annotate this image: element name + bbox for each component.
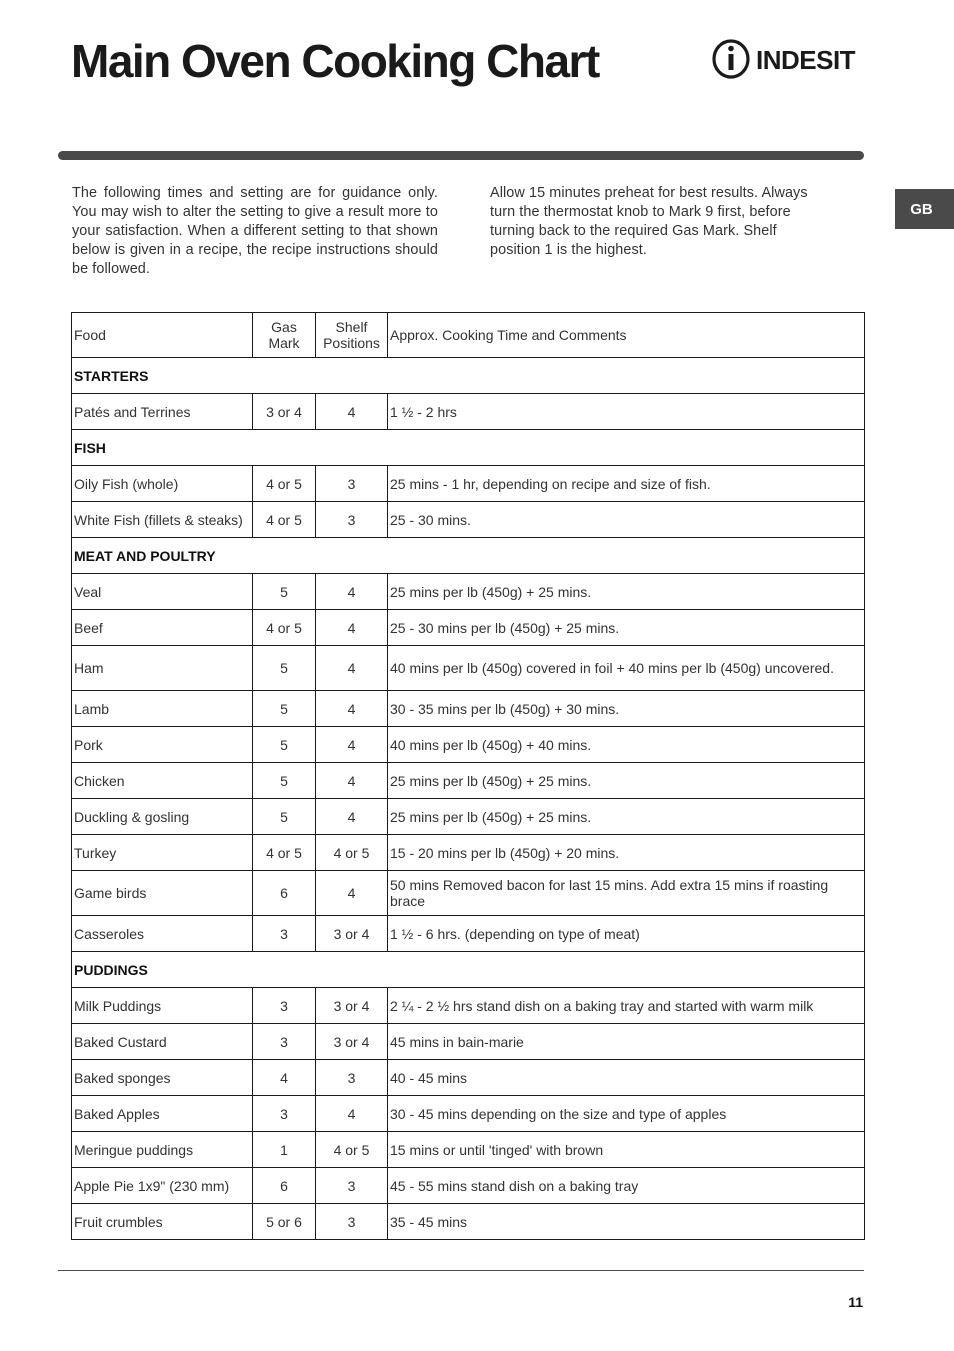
- food-cell: Casseroles: [72, 916, 253, 952]
- shelf-position-cell: 3: [316, 1204, 388, 1240]
- table-row: [72, 502, 865, 538]
- cooking-time-cell: 25 mins - 1 hr, depending on recipe and size of fish.: [388, 466, 865, 502]
- footer-rule: [58, 1270, 864, 1271]
- shelf-position-cell: 4: [316, 646, 388, 691]
- indesit-logo: [712, 38, 864, 80]
- table-row: [72, 916, 865, 952]
- cooking-time-cell: 15 mins or until 'tinged' with brown: [388, 1132, 865, 1168]
- table-row: [72, 727, 865, 763]
- cooking-time-cell: 15 - 20 mins per lb (450g) + 20 mins.: [388, 835, 865, 871]
- table-header-row: [72, 313, 865, 358]
- gas-mark-cell: 4: [253, 1060, 316, 1096]
- shelf-position-cell: 3 or 4: [316, 988, 388, 1024]
- food-cell: Patés and Terrines: [72, 394, 253, 430]
- gas-mark-cell: 4 or 5: [253, 610, 316, 646]
- shelf-position-cell: 4: [316, 574, 388, 610]
- shelf-position-cell: 4 or 5: [316, 835, 388, 871]
- gas-mark-cell: 3 or 4: [253, 394, 316, 430]
- shelf-position-cell: 4: [316, 763, 388, 799]
- food-cell: Pork: [72, 727, 253, 763]
- food-cell: Fruit crumbles: [72, 1204, 253, 1240]
- intro-preheat-text: Allow 15 minutes preheat for best results. Always turn the thermostat knob to Mark 9 first, before turning back to the required Gas Mark. Shelf position 1 is the highest.: [490, 185, 808, 258]
- table-row: [72, 1060, 865, 1096]
- header-cooking-time: Approx. Cooking Time and Comments: [388, 313, 865, 358]
- gas-mark-cell: 5: [253, 763, 316, 799]
- section-heading: MEAT AND POULTRY: [72, 538, 865, 574]
- gas-mark-cell: 5 or 6: [253, 1204, 316, 1240]
- cooking-time-cell: 45 mins in bain-marie: [388, 1024, 865, 1060]
- table-row: [72, 799, 865, 835]
- food-cell: Veal: [72, 574, 253, 610]
- section-row: [72, 358, 865, 394]
- gas-mark-cell: 5: [253, 691, 316, 727]
- page-title: Main Oven Cooking Chart: [71, 35, 599, 87]
- section-row: [72, 538, 865, 574]
- brand-wordmark: INDESIT: [756, 45, 856, 75]
- table-row: [72, 394, 865, 430]
- food-cell: Baked Custard: [72, 1024, 253, 1060]
- food-cell: Duckling & gosling: [72, 799, 253, 835]
- cooking-time-cell: 2 ¼ - 2 ½ hrs stand dish on a baking tray and started with warm milk: [388, 988, 865, 1024]
- header-food: Food: [72, 313, 253, 358]
- gas-mark-cell: 5: [253, 574, 316, 610]
- table-row: [72, 1024, 865, 1060]
- cooking-time-cell: 30 - 45 mins depending on the size and type of apples: [388, 1096, 865, 1132]
- header-rule: [58, 151, 864, 160]
- table-row: [72, 835, 865, 871]
- shelf-position-cell: 4: [316, 691, 388, 727]
- table-row: [72, 1096, 865, 1132]
- cooking-chart-table: [71, 312, 865, 1240]
- section-heading: PUDDINGS: [72, 952, 865, 988]
- table-row: [72, 691, 865, 727]
- shelf-position-cell: 4: [316, 394, 388, 430]
- cooking-time-cell: 25 - 30 mins per lb (450g) + 25 mins.: [388, 610, 865, 646]
- shelf-position-cell: 3 or 4: [316, 916, 388, 952]
- food-cell: Beef: [72, 610, 253, 646]
- shelf-position-cell: 3: [316, 466, 388, 502]
- header-gas-mark: Gas Mark: [253, 313, 316, 358]
- table-row: [72, 763, 865, 799]
- cooking-time-cell: 50 mins Removed bacon for last 15 mins. Add extra 15 mins if roasting brace: [388, 871, 865, 916]
- cooking-time-cell: 1 ½ - 6 hrs. (depending on type of meat): [388, 916, 865, 952]
- shelf-position-cell: 3: [316, 502, 388, 538]
- gas-mark-cell: 4 or 5: [253, 466, 316, 502]
- cooking-time-cell: 45 - 55 mins stand dish on a baking tray: [388, 1168, 865, 1204]
- table-row: [72, 610, 865, 646]
- food-cell: Baked sponges: [72, 1060, 253, 1096]
- food-cell: Turkey: [72, 835, 253, 871]
- gas-mark-cell: 5: [253, 646, 316, 691]
- table-row: [72, 1168, 865, 1204]
- table-row: [72, 871, 865, 916]
- table-row: [72, 1132, 865, 1168]
- gas-mark-cell: 6: [253, 1168, 316, 1204]
- food-cell: Apple Pie 1x9" (230 mm): [72, 1168, 253, 1204]
- cooking-time-cell: 25 - 30 mins.: [388, 502, 865, 538]
- shelf-position-cell: 3: [316, 1060, 388, 1096]
- gas-mark-cell: 6: [253, 871, 316, 916]
- shelf-position-cell: 3: [316, 1168, 388, 1204]
- food-cell: Lamb: [72, 691, 253, 727]
- section-row: [72, 430, 865, 466]
- food-cell: Meringue puddings: [72, 1132, 253, 1168]
- cooking-time-cell: 30 - 35 mins per lb (450g) + 30 mins.: [388, 691, 865, 727]
- food-cell: Chicken: [72, 763, 253, 799]
- table-row: [72, 1204, 865, 1240]
- cooking-time-cell: 25 mins per lb (450g) + 25 mins.: [388, 799, 865, 835]
- gas-mark-cell: 4 or 5: [253, 835, 316, 871]
- section-heading: FISH: [72, 430, 865, 466]
- table-row: [72, 574, 865, 610]
- shelf-position-cell: 4: [316, 799, 388, 835]
- gas-mark-cell: 4 or 5: [253, 502, 316, 538]
- food-cell: Oily Fish (whole): [72, 466, 253, 502]
- cooking-time-cell: 25 mins per lb (450g) + 25 mins.: [388, 574, 865, 610]
- table-row: [72, 466, 865, 502]
- cooking-time-cell: 25 mins per lb (450g) + 25 mins.: [388, 763, 865, 799]
- header-shelf-positions: Shelf Positions: [316, 313, 388, 358]
- shelf-position-cell: 4: [316, 871, 388, 916]
- gas-mark-cell: 5: [253, 727, 316, 763]
- page-number: 11: [848, 1294, 863, 1310]
- gas-mark-cell: 3: [253, 1096, 316, 1132]
- food-cell: Game birds: [72, 871, 253, 916]
- gas-mark-cell: 1: [253, 1132, 316, 1168]
- shelf-position-cell: 4: [316, 1096, 388, 1132]
- cooking-time-cell: 35 - 45 mins: [388, 1204, 865, 1240]
- intro-guidance-text: The following times and setting are for guidance only. You may wish to alter the setting to give a result more to your satisfaction. When a different setting to that shown below is given in a recipe, the recipe instructions should be followed.: [72, 185, 438, 277]
- table-row: [72, 646, 865, 691]
- cooking-time-cell: 1 ½ - 2 hrs: [388, 394, 865, 430]
- shelf-position-cell: 4: [316, 610, 388, 646]
- section-heading: STARTERS: [72, 358, 865, 394]
- cooking-time-cell: 40 mins per lb (450g) covered in foil + 40 mins per lb (450g) uncovered.: [388, 646, 865, 691]
- food-cell: White Fish (fillets & steaks): [72, 502, 253, 538]
- food-cell: Ham: [72, 646, 253, 691]
- table-row: [72, 988, 865, 1024]
- food-cell: Milk Puddings: [72, 988, 253, 1024]
- cooking-time-cell: 40 mins per lb (450g) + 40 mins.: [388, 727, 865, 763]
- shelf-position-cell: 4: [316, 727, 388, 763]
- gas-mark-cell: 3: [253, 988, 316, 1024]
- cooking-time-cell: 40 - 45 mins: [388, 1060, 865, 1096]
- shelf-position-cell: 3 or 4: [316, 1024, 388, 1060]
- gas-mark-cell: 3: [253, 916, 316, 952]
- food-cell: Baked Apples: [72, 1096, 253, 1132]
- language-tab: GB: [895, 189, 954, 229]
- section-row: [72, 952, 865, 988]
- gas-mark-cell: 5: [253, 799, 316, 835]
- shelf-position-cell: 4 or 5: [316, 1132, 388, 1168]
- gas-mark-cell: 3: [253, 1024, 316, 1060]
